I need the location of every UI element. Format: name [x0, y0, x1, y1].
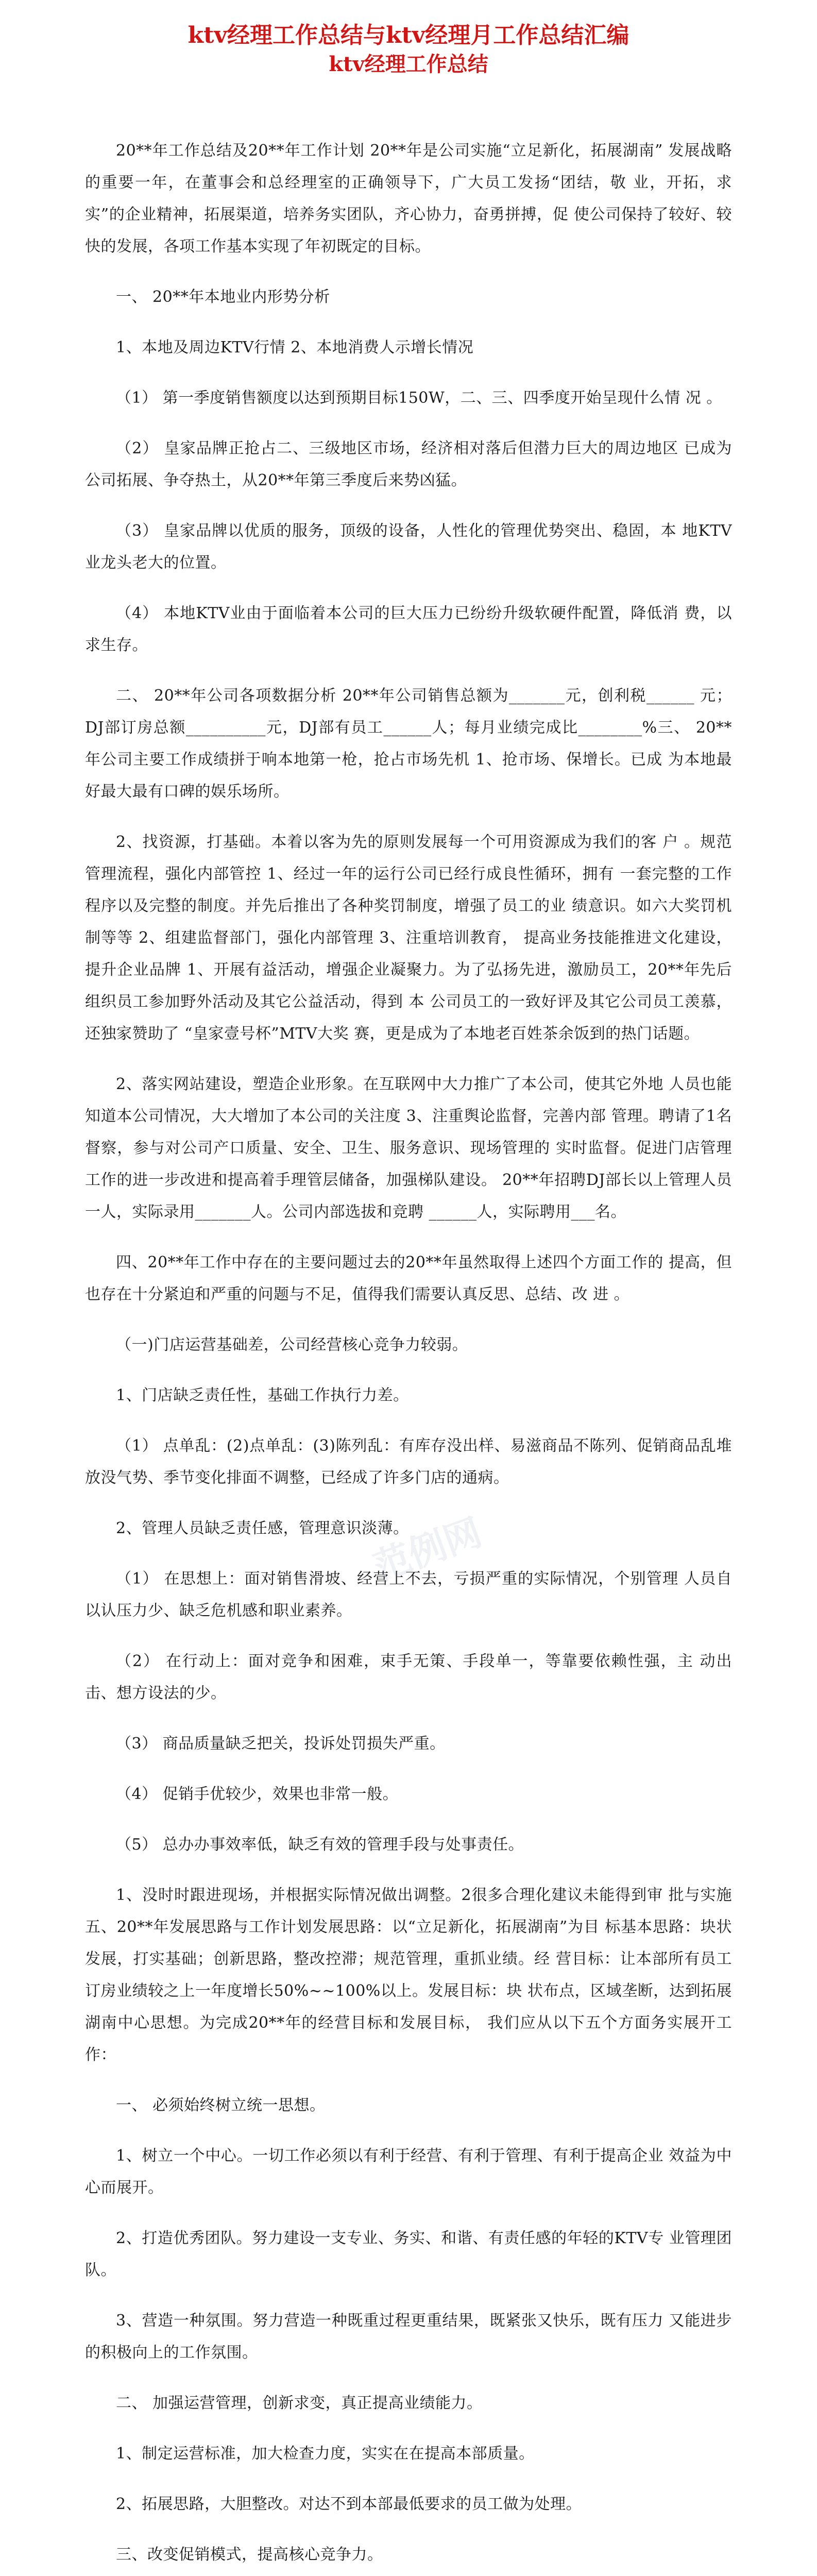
paragraph: （1） 在思想上：面对销售滑坡、经营上不去，亏损严重的实际情况，个别管理 人员自以认压力少、缺乏危机感和职业素养。 — [85, 1570, 732, 1620]
paragraph: （1） 第一季度销售额度以达到预期目标150W，二、三、四季度开始呈现什么情 况 。 — [116, 389, 722, 407]
title-block — [85, 21, 732, 78]
document-body — [85, 135, 732, 2576]
paragraph: （一)门店运营基础差，公司经营核心竞争力较弱。 — [116, 1336, 468, 1354]
paragraph: 1、本地及周边KTV行情 2、本地消费人示增长情况 — [116, 338, 474, 357]
paragraph: （4） 本地KTV业由于面临着本公司的巨大压力已纷纷升级软硬件配置，降低消 费，以求生存。 — [85, 604, 732, 654]
paragraph: 1、门店缺乏责任性，基础工作执行力差。 — [116, 1386, 409, 1404]
paragraph: 四、20**年工作中存在的主要问题过去的20**年虽然取得上述四个方面工作的 提高，但也存在十分紧迫和严重的问题与不足，值得我们需要认真反思、总结、改 进 。 — [85, 1253, 732, 1303]
document-subtitle: ktv经理工作总结 — [329, 52, 488, 76]
paragraph: （2） 皇家品牌正抢占二、三级地区市场，经济相对落后但潜力巨大的周边地区 已成为公司拓展、争夺热土，从20**年第三季度后来势凶猛。 — [85, 439, 732, 489]
paragraph: （4） 促销手优较少，效果也非常一般。 — [116, 1785, 399, 1803]
paragraph: 2、打造优秀团队。努力建设一支专业、务实、和谐、有责任感的年轻的KTV专 业管理团队。 — [85, 2229, 732, 2279]
paragraph: 2、管理人员缺乏责任感，管理意识淡薄。 — [116, 1519, 409, 1537]
paragraph: 2、找资源，打基础。本着以客为先的原则发展每一个可用资源成为我们的客 户 。规范管理流程，强化内部管控 1、经过一年的运行公司已经行成良性循环，拥有 一套完整的工作程序以及完整的制度。并先后推出了各种奖罚制度，增强了员工的业 绩意识。如六大奖罚机制等等 2、组建监督部门，强化内部管理 3、注重培训教育， 提高业务技能推进文化建设，提升企业品牌 1、开展有益活动，增强企业凝聚力。为了弘扬先进，激励员工，20**年先后组织员工参加野外活动及其它公益活动，得到 本 公司员工的一致好评及其它公司员工羡慕，还独家赞助了 “皇家壹号杯”MTV大奖 赛，更是成为了本地老百姓茶余饭到的热门话题。 — [85, 833, 732, 1043]
paragraph: 一、 20**年本地业内形势分析 — [116, 288, 330, 306]
paragraph: 2、落实网站建设，塑造企业形象。在互联网中大力推广了本公司，使其它外地 人员也能知道本公司情况，大大增加了本公司的关注度 3、注重舆论监督，完善内部 管理。聘请了1名督察，参与对公司产口质量、安全、卫生、服务意识、现场管理的 实时监督。促进门店管理工作的进一步改进和提高着手理管层储备，加强梯队建设。 20**年招聘DJ部长以上管理人员一人，实际录用_______人。公司内部选拔和竞聘 ______人，实际聘用___名。 — [85, 1075, 732, 1221]
paragraph: 2、拓展思路，大胆整改。对达不到本部最低要求的员工做为处理。 — [116, 2495, 582, 2513]
paragraph: （5） 总办办事效率低，缺乏有效的管理手段与处事责任。 — [116, 1836, 524, 1854]
paragraph: 1、制定运营标准，加大检查力度，实实在在提高本部质量。 — [116, 2445, 535, 2463]
paragraph: 3、营造一种氛围。努力营造一种既重过程更重结果，既紧张又快乐，既有压力 又能进步的积极向上的工作氛围。 — [85, 2312, 732, 2362]
paragraph: （3） 皇家品牌以优质的服务，顶级的设备，人性化的管理优势突出、稳固，本 地KTV业龙头老大的位置。 — [85, 522, 732, 572]
paragraph: 1、没时时跟进现场，并根据实际情况做出调整。2很多合理化建议未能得到审 批与实施五、20**年发展思路与工作计划发展思路：以“立足新化，拓展湖南”为目 标基本思路：块状发展，打实基础；创新思路，整改控滞；规范管理，重抓业绩。经 营目标：让本部所有员工订房业绩较之上一年度增长50%~~100%以上。发展目标：块 状布点，区域垄断，达到拓展湖南中心思想。为完成20**年的经营目标和发展目标， 我们应从以下五个方面务实展开工作： — [85, 1886, 732, 2064]
paragraph: 20**年工作总结及20**年工作计划 20**年是公司实施“立足新化，拓展湖南” 发展战略的重要一年，在董事会和总经理室的正确领导下，广大员工发扬“团结，敬 业，开拓，求实”的企业精神，拓展渠道，培养务实团队，齐心协力，奋勇拼搏，促 使公司保持了较好、较快的发展，各项工作基本实现了年初既定的目标。 — [85, 142, 732, 256]
paragraph: （3） 商品质量缺乏把关，投诉处罚损失严重。 — [116, 1735, 446, 1753]
document-title: ktv经理工作总结与ktv经理月工作总结汇编 — [188, 22, 629, 48]
paragraph: 二、 加强运营管理，创新求变，真正提高业绩能力。 — [116, 2394, 483, 2412]
paragraph: 一、 必须始终树立统一思想。 — [116, 2096, 326, 2114]
paragraph: （1） 点单乱：(2)点单乱：(3)陈列乱：有库存没出样、易滋商品不陈列、促销商品乱堆放没气势、季节变化排面不调整，已经成了许多门店的通病。 — [85, 1437, 732, 1487]
paragraph: 二、 20**年公司各项数据分析 20**年公司销售总额为_______元，创利税______ 元；DJ部订房总额__________元，DJ部有员工______人；每月业绩完成比________%三、 20**年公司主要工作成绩拼于响本地第一枪，抢占市场先机 1、抢市场、保增长。已成 为本地最好最大最有口碑的娱乐场所。 — [85, 687, 732, 801]
paragraph: 1、树立一个中心。一切工作必须以有利于经营、有利于管理、有利于提高企业 效益为中心而展开。 — [85, 2147, 732, 2197]
paragraph: 三、改变促销模式，提高核心竞争力。 — [116, 2546, 383, 2564]
watermark: 范例网 — [368, 1510, 487, 1589]
paragraph: （2） 在行动上：面对竞争和困难，束手无策、手段单一，等靠要依赖性强，主 动出击、想方设法的少。 — [85, 1652, 732, 1702]
